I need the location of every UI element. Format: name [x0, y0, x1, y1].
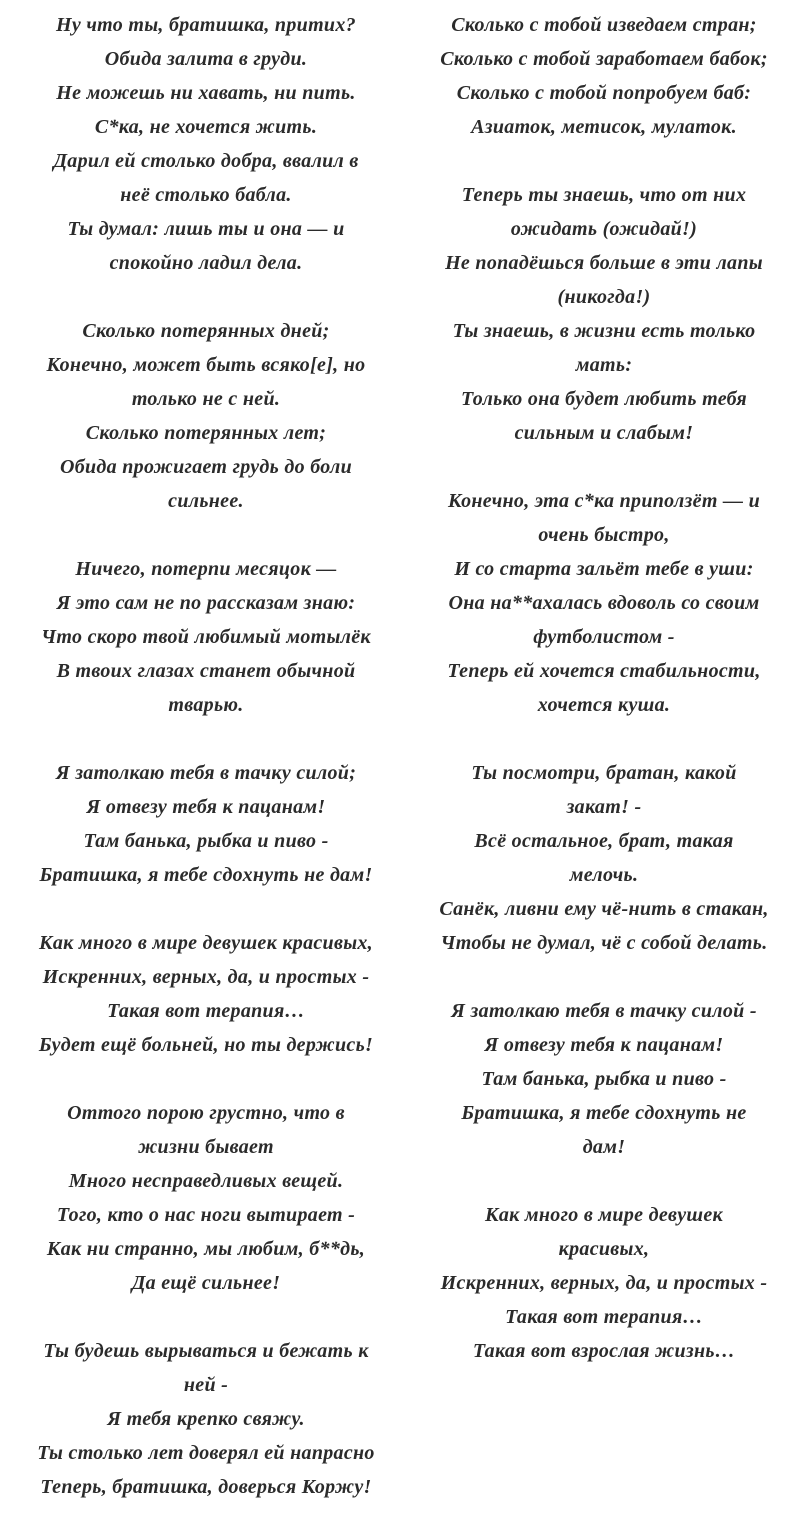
- lyric-line: хочется куша.: [537, 694, 671, 716]
- lyric-line: Обида прожигает грудь до боли: [59, 456, 353, 478]
- lyric-line: Я затолкаю тебя в тачку силой -: [451, 1000, 757, 1022]
- left-stanza: [2, 1096, 410, 1300]
- lyric-line: только не с ней.: [131, 388, 281, 410]
- left-stanza: [2, 314, 410, 518]
- lyric-line: Как много в мире девушек: [484, 1204, 723, 1226]
- right-stanza: [410, 8, 798, 144]
- right-stanza: [410, 756, 798, 960]
- lyric-line: Будет ещё больней, но ты держись!: [38, 1034, 374, 1056]
- lyric-line: Ты будешь вырываться и бежать к: [43, 1340, 369, 1362]
- lyric-line: Не попадёшься больше в эти лапы: [445, 252, 763, 274]
- lyric-line: Я тебя крепко свяжу.: [107, 1408, 305, 1430]
- lyric-line: Сколько с тобой заработаем бабок;: [440, 48, 768, 70]
- lyric-line: ожидать (ожидай!): [510, 218, 698, 240]
- lyric-line: неё столько бабла.: [120, 184, 292, 206]
- lyric-line: Сколько с тобой попробуем баб:: [456, 82, 752, 104]
- lyric-line: ней -: [183, 1374, 229, 1396]
- lyric-line: Ничего, потерпи месяцок —: [75, 558, 337, 580]
- lyric-line: красивых,: [558, 1238, 650, 1260]
- lyric-line: Ну что ты, братишка, притих?: [56, 14, 356, 36]
- left-stanza: [2, 756, 410, 892]
- lyric-line: Санёк, ливни ему чё-нить в стакан,: [439, 898, 769, 920]
- lyric-line: футболистом -: [533, 626, 675, 648]
- lyric-line: Оттого порою грустно, что в: [67, 1102, 345, 1124]
- lyric-line: Искренних, верных, да, и простых -: [440, 1272, 768, 1294]
- lyric-line: Там банька, рыбка и пиво -: [83, 830, 329, 852]
- lyric-line: Обида залита в груди.: [104, 48, 308, 70]
- lyric-line: мелочь.: [569, 864, 639, 886]
- lyric-line: Не можешь ни хавать, ни пить.: [56, 82, 356, 104]
- left-stanza: [2, 552, 410, 722]
- lyric-line: очень быстро,: [538, 524, 670, 546]
- lyric-line: Чтобы не думал, чё с собой делать.: [440, 932, 768, 954]
- lyric-line: И со старта зальёт тебе в уши:: [454, 558, 754, 580]
- lyric-line: Теперь, братишка, доверься Коржу!: [40, 1476, 372, 1498]
- lyric-line: Искренних, верных, да, и простых -: [42, 966, 370, 988]
- lyric-line: Она на**ахалась вдоволь со своим: [448, 592, 760, 614]
- lyric-line: Братишка, я тебе сдохнуть не: [461, 1102, 747, 1124]
- lyric-line: Что скоро твой любимый мотылёк: [41, 626, 371, 648]
- lyric-line: С*ка, не хочется жить.: [94, 116, 318, 138]
- lyric-line: Братишка, я тебе сдохнуть не дам!: [39, 864, 373, 886]
- lyric-line: Я отвезу тебя к пацанам!: [484, 1034, 724, 1056]
- lyric-line: мать:: [575, 354, 633, 376]
- lyric-line: Такая вот терапия…: [107, 1000, 305, 1022]
- left-stanza: [2, 8, 410, 280]
- lyric-line: Много несправедливых вещей.: [68, 1170, 344, 1192]
- lyric-line: Такая вот взрослая жизнь…: [472, 1340, 736, 1362]
- lyric-line: жизни бывает: [138, 1136, 274, 1158]
- lyric-line: В твоих глазах станет обычной: [56, 660, 356, 682]
- left-stanza: [2, 926, 410, 1062]
- lyric-line: (никогда!): [557, 286, 651, 308]
- right-stanza: [410, 994, 798, 1164]
- lyric-line: Только она будет любить тебя: [461, 388, 747, 410]
- lyric-line: спокойно ладил дела.: [109, 252, 303, 274]
- right-stanza: [410, 178, 798, 450]
- lyric-line: Дарил ей столько добра, ввалил в: [53, 150, 359, 172]
- lyric-line: Ты знаешь, в жизни есть только: [452, 320, 756, 342]
- lyric-line: Конечно, эта с*ка приползёт — и: [447, 490, 761, 512]
- lyric-line: тварью.: [168, 694, 244, 716]
- lyric-line: закат! -: [566, 796, 642, 818]
- lyric-line: сильным и слабым!: [514, 422, 694, 444]
- right-stanza: [410, 484, 798, 722]
- lyric-line: Ты столько лет доверял ей напрасно: [37, 1442, 375, 1464]
- lyric-line: дам!: [582, 1136, 626, 1158]
- lyric-line: Ты думал: лишь ты и она — и: [67, 218, 345, 240]
- lyric-line: Сколько потерянных лет;: [85, 422, 327, 444]
- lyric-line: Теперь ей хочется стабильности,: [447, 660, 761, 682]
- lyrics-column-right: [410, 0, 798, 1536]
- lyric-line: сильнее.: [168, 490, 244, 512]
- left-stanza: [2, 1334, 410, 1504]
- lyric-line: Конечно, может быть всяко[е], но: [46, 354, 366, 376]
- lyric-line: Сколько с тобой изведаем стран;: [451, 14, 757, 36]
- lyric-line: Ты посмотри, братан, какой: [471, 762, 737, 784]
- lyric-line: Всё остальное, брат, такая: [474, 830, 734, 852]
- lyric-line: Да ещё сильнее!: [131, 1272, 281, 1294]
- lyric-line: Я затолкаю тебя в тачку силой;: [55, 762, 357, 784]
- lyric-line: Сколько потерянных дней;: [82, 320, 330, 342]
- right-stanza: [410, 1198, 798, 1368]
- lyric-line: Там банька, рыбка и пиво -: [481, 1068, 727, 1090]
- lyric-line: Я отвезу тебя к пацанам!: [86, 796, 326, 818]
- lyric-line: Я это сам не по рассказам знаю:: [56, 592, 356, 614]
- lyric-line: Как много в мире девушек красивых,: [39, 932, 373, 954]
- lyric-line: Того, кто о нас ноги вытирает -: [56, 1204, 356, 1226]
- lyric-line: Теперь ты знаешь, что от них: [461, 184, 747, 206]
- lyric-line: Такая вот терапия…: [505, 1306, 703, 1328]
- lyric-line: Азиаток, метисок, мулаток.: [471, 116, 737, 138]
- lyric-line: Как ни странно, мы любим, б**дь,: [46, 1238, 366, 1260]
